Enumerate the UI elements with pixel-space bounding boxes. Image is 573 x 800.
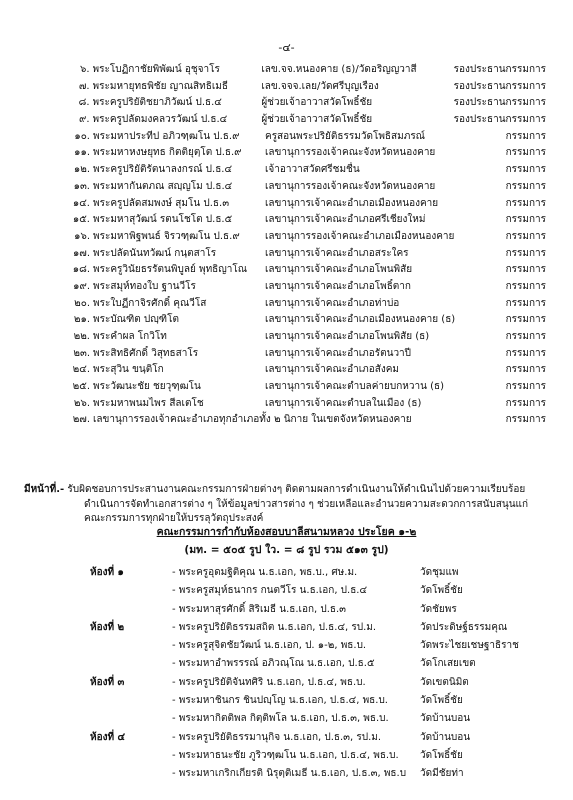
member-name: พระครูวินัยธรรัตนพิบูลย์ พุทธิญาโณ <box>93 264 248 276</box>
member-name: พระครูปลัดสมพงษ์ สุมโน ป.ธ.๓ <box>93 197 230 209</box>
member-name: พระสุวิน ขนฺติโก <box>93 364 164 376</box>
room-label: ห้องที่ ๔ <box>90 731 126 743</box>
committee-row <box>64 312 546 329</box>
committee-row <box>64 212 546 229</box>
room-label <box>90 582 172 600</box>
member-name: พระมหากันตภณ สญฺญโม ป.ธ.๔ <box>93 180 233 192</box>
row-number: ๑๘. <box>72 264 90 276</box>
member-position: เลขานุการรองเจ้าคณะจังหวัดหนองคาย <box>265 147 436 159</box>
member-role: รองประธานกรรมการ <box>453 64 546 75</box>
room-label <box>90 601 172 619</box>
room-label: ห้องที่ ๓ <box>90 676 125 688</box>
row-number: ๒๑. <box>73 314 90 326</box>
row-number: ๗. <box>78 80 90 92</box>
row-number: ๑๒. <box>73 164 90 176</box>
row-number: ๒๕. <box>72 381 90 393</box>
member-name: พระสิทธิศักดิ์ วิสุทธสาโร <box>93 347 199 359</box>
member-position: ครูสอนพระปริยัติธรรมวัดโพธิสมภรณ์ <box>265 130 425 142</box>
committee-row <box>64 129 546 146</box>
member-position: เจ้าอาวาสวัดศรีชมชื่น <box>265 164 360 176</box>
duty-paragraph <box>24 483 544 527</box>
member-role: กรรมการ <box>505 247 546 259</box>
member-position: เลข.จจจ.เลย/วัดศรีบุญเรือง <box>261 80 379 92</box>
member-group-text: เลขานุการรองเจ้าคณะอำเภอทุกอำเภอทั้ง ๒ นิกาย ในเขตจังหวัดหนองคาย <box>93 414 412 426</box>
member-name: พระวัฒนะชัย ชยวุฑฺฒโน <box>93 381 201 393</box>
member-role: กรรมการ <box>505 197 546 209</box>
room-member: - พระครูปริยัติธรรมานุกิจ น.ธ.เอก, ป.ธ.๓, รป.ม. <box>172 731 382 743</box>
committee-row <box>64 229 546 246</box>
member-name: พระครูปริยัติรัตนาลงกรณ์ ป.ธ.๔ <box>93 164 233 176</box>
room-row <box>90 747 545 765</box>
row-number: ๒๗. <box>72 414 90 426</box>
room-label <box>90 710 172 728</box>
committee-row <box>64 179 546 196</box>
member-position: เลขานุการเจ้าคณะอำเภอโพธิ์ตาก <box>265 280 411 292</box>
member-role: กรรมการ <box>505 381 546 393</box>
member-name: พระมหายุทธพิชัย ญาณสิทธิเมธี <box>92 80 228 92</box>
duty-label: มีหน้าที่.- <box>24 484 65 495</box>
room-temple: วัดโพธิ์ชัย <box>420 695 463 707</box>
row-number: ๑๑. <box>74 147 90 159</box>
room-row <box>90 619 545 637</box>
room-label <box>90 747 172 765</box>
room-member: - พระมหาชินกร ชินปญฺโญ น.ธ.เอก, ป.ธ.๔, พธ.บ. <box>172 695 388 707</box>
room-member: - พระครูปริยัติจันทศิริ น.ธ.เอก, ป.ธ.๔, พธ.บ. <box>172 676 366 688</box>
room-temple: วัดชัยพร <box>420 603 457 615</box>
member-position: เลขานุการเจ้าคณะอำเภอโพนพิสัย (ธ) <box>265 331 430 342</box>
room-row <box>90 637 545 655</box>
room-temple: วัดบ้านบอน <box>420 713 471 725</box>
row-number: ๑๖. <box>74 230 90 242</box>
member-position: เลขานุการเจ้าคณะตำบลในเมือง (ธ) <box>265 397 422 409</box>
member-role: กรรมการ <box>505 130 546 142</box>
member-name: พระมหาพนมไพร สีลเตโช <box>93 397 204 409</box>
committee-row <box>64 262 546 279</box>
row-number: ๑๐. <box>74 130 90 142</box>
committee-row <box>64 379 546 396</box>
room-row <box>90 710 545 728</box>
exam-room-list <box>90 564 545 784</box>
room-temple: วัดพระไชยเชษฐาธิราช <box>420 640 519 652</box>
row-number: ๘. <box>78 97 90 109</box>
row-number: ๒๖. <box>73 397 90 409</box>
room-member: - พระมหาสุรศักดิ์ สิริเมธี น.ธ.เอก, ป.ธ.๓ <box>172 603 347 615</box>
row-number: ๒๓. <box>73 347 90 359</box>
member-role: กรรมการ <box>505 164 546 176</box>
room-row <box>90 729 545 747</box>
room-temple: วัดโพธิ์ชัย <box>420 749 463 761</box>
member-role: รองประธานกรรมการ <box>453 80 546 92</box>
room-member: - พระครูสมุห์ธนากร กนตวีโร น.ธ.เอก, ป.ธ.๔ <box>172 585 368 597</box>
member-position: เลขานุการเจ้าคณะอำเภอรัตนวาปี <box>265 347 412 359</box>
committee-row <box>64 329 546 346</box>
member-position: เลขานุการรองเจ้าคณะจังหวัดหนองคาย <box>265 180 436 192</box>
room-label <box>90 637 172 655</box>
room-member: - พระมหาอำพรรรณ์ อภิวณฺโณ น.ธ.เอก, ป.ธ.๕ <box>172 658 375 670</box>
row-number: ๑๗. <box>72 247 90 259</box>
committee-row <box>64 196 546 213</box>
member-name: พระครูปริยัติชยาภิวัฒน์ ป.ธ.๔ <box>92 97 222 109</box>
member-name: พระมหาพิฐพนธ์ จิรวฑฺฒโน ป.ธ.๙ <box>93 230 240 242</box>
member-position: ผู้ช่วยเจ้าอาวาสวัดโพธิ์ชัย <box>261 97 373 109</box>
committee-row <box>64 246 546 263</box>
member-position: ผู้ช่วยเจ้าอาวาสวัดโพธิ์ชัย <box>261 114 373 126</box>
committee-row <box>64 95 546 112</box>
room-temple: วัดโพธิ์ชัย <box>420 585 463 597</box>
room-temple: วัดเขตนิมิต <box>420 676 469 688</box>
committee-row <box>64 112 546 129</box>
row-number: ๑๕. <box>72 214 90 226</box>
committee-row <box>64 145 546 162</box>
room-temple: วัดบ้านบอน <box>420 731 471 743</box>
member-name: พระใบฏีกาจิรศักดิ์ คุณวีโส <box>93 297 207 309</box>
member-role: กรรมการ <box>505 397 546 409</box>
member-name: พระบัณฑิต ปญฺฑิโต <box>93 314 179 326</box>
member-name: พระมหาหงษยุทธ กิตติยุตฺโต ป.ธ.๙ <box>93 147 242 159</box>
committee-row <box>64 346 546 363</box>
room-label <box>90 692 172 710</box>
member-name: พระสมุห์ทองใบ ฐานวีโร <box>93 280 196 292</box>
member-role: กรรมการ <box>505 264 546 276</box>
section-heading: คณะกรรมการกำกับห้องสอบบาลีสนามหลวง ประโยค ๑-๒ <box>156 526 417 538</box>
member-role: รองประธานกรรมการ <box>453 114 546 126</box>
member-position: เลข.จจ.หนองคาย (ธ)/วัดอริญญวาสี <box>261 64 417 75</box>
member-name: พระโบฏิกาชัยพิพัฒน์ อุชุจาโร <box>92 64 220 75</box>
room-temple: วัดชุมแพ <box>420 567 459 578</box>
section-summary: (มท. = ๕๐๕ รูป ใว. = ๘ รูป รวม ๕๑๓ รูป) <box>184 544 389 556</box>
room-member: - พระครูอุดมฐิติคุณ น.ธ.เอก, พธ.บ., ศษ.ม. <box>172 567 358 578</box>
member-role: กรรมการ <box>505 364 546 376</box>
member-role: กรรมการ <box>505 414 546 426</box>
member-role: กรรมการ <box>505 297 546 309</box>
member-position: เลขานุการเจ้าคณะอำเภอท่าบ่อ <box>265 297 400 309</box>
room-member: - พระครูปริยัติธรรมสถิต น.ธ.เอก, ป.ธ.๔, รป.ม. <box>172 621 377 633</box>
member-role: รองประธานกรรมการ <box>453 97 546 109</box>
member-role: กรรมการ <box>505 214 546 226</box>
member-position: เลขานุการเจ้าคณะตำบลค่ายบกหวาน (ธ) <box>265 381 444 393</box>
member-name: พระปลัดนันทวัฒน์ กนฺตสาโร <box>93 247 217 259</box>
committee-row <box>64 79 546 96</box>
member-position: เลขานุการเจ้าคณะอำเภอเมืองหนองคาย <box>265 197 439 209</box>
room-row <box>90 564 545 582</box>
row-number: ๒๐. <box>74 297 90 309</box>
member-role: กรรมการ <box>505 280 546 292</box>
member-name: พระครูปลัดมงคลวรวัฒน์ ป.ธ.๔ <box>92 114 228 126</box>
member-position: เลขานุการเจ้าคณะอำเภอศรีเชียงใหม่ <box>265 214 426 226</box>
room-label: ห้องที่ ๑ <box>90 567 124 578</box>
room-member: - พระครูสุจิตชัยวัฒน์ น.ธ.เอก, ป. ๑-๒, พธ.บ. <box>172 640 367 652</box>
member-role: กรรมการ <box>505 314 546 326</box>
room-label <box>90 655 172 673</box>
committee-row <box>64 62 546 79</box>
member-position: เลขานุการเจ้าคณะอำเภอสระใคร <box>265 247 409 259</box>
committee-row <box>64 162 546 179</box>
duty-line-1 <box>24 483 544 498</box>
duty-text: รับผิดชอบการประสานงานคณะกรรมการฝ่ายต่างๆ ติดตามผลการดำเนินงานให้ดำเนินไปด้วยความเรียบร้อย <box>67 484 526 495</box>
member-role: กรรมการ <box>505 180 546 192</box>
row-number: ๑๔. <box>72 197 90 209</box>
room-temple: วัดประดิษฐ์ธรรมคุณ <box>420 621 508 633</box>
member-name: พระมหาสุวัฒน์ รตนโชโต ป.ธ.๕ <box>93 214 233 226</box>
row-number: ๙. <box>79 114 90 126</box>
member-position: เลขานุการเจ้าคณะอำเภอโพนพิสัย <box>265 264 413 276</box>
committee-row <box>64 296 546 313</box>
member-role: กรรมการ <box>505 147 546 159</box>
page-number: -๔- <box>278 41 295 54</box>
room-temple: วัดโกเสยเขต <box>420 658 476 670</box>
member-position: เลขานุการเจ้าคณะอำเภอเมืองหนองคาย (ธ) <box>265 314 456 326</box>
member-role: กรรมการ <box>505 230 546 242</box>
room-row <box>90 692 545 710</box>
member-position: เลขานุการเจ้าคณะอำเภอสังคม <box>265 364 400 376</box>
room-temple: วัดมีชัยท่า <box>420 768 464 780</box>
committee-row <box>64 362 546 379</box>
member-name: พระมหาประทีป อภิวฑฺฒโน ป.ธ.๙ <box>93 130 240 142</box>
duty-line-3: คณะกรรมการทุกฝ่ายให้บรรลุวัตถุประสงค์ <box>84 513 264 524</box>
room-row <box>90 582 545 600</box>
row-number: ๑๙. <box>73 280 90 292</box>
member-position: เลขานุการรองเจ้าคณะอำเภอเมืองหนองคาย <box>265 230 455 242</box>
room-member: - พระมหากิตติพล กิตฺติพโล น.ธ.เอก, ป.ธ.๓, พธ.บ. <box>172 713 389 725</box>
room-row <box>90 601 545 619</box>
row-number: ๒๒. <box>73 331 90 342</box>
room-row <box>90 765 545 783</box>
room-label: ห้องที่ ๒ <box>90 621 125 633</box>
duty-line-2: ดำเนินการจัดทำเอกสารต่าง ๆ ให้ข้อมูลข่าวสารต่าง ๆ ช่วยเหลือและอำนวยความสะดวกการสนับสนุนแก่ <box>84 498 529 510</box>
room-member: - พระมหาธนะชัย ภูริวฑฺฒโน น.ธ.เอก, ป.ธ.๔, พธ.บ. <box>172 749 399 761</box>
room-label <box>90 765 172 783</box>
member-role: กรรมการ <box>505 347 546 359</box>
row-number: ๑๓. <box>73 180 90 192</box>
committee-row <box>64 396 546 413</box>
row-number: ๖. <box>79 64 90 75</box>
member-name: พระคำผล โกวิโท <box>93 331 167 342</box>
committee-list <box>64 62 546 429</box>
row-number: ๒๔. <box>72 364 90 376</box>
member-role: กรรมการ <box>505 331 546 342</box>
room-member: - พระมหาเกริกเกียรติ นิรุตฺติเมธี น.ธ.เอก, ป.ธ.๓, พธ.บ <box>172 768 407 780</box>
committee-row-last <box>64 412 546 429</box>
committee-row <box>64 279 546 296</box>
room-row <box>90 655 545 673</box>
room-row <box>90 674 545 692</box>
